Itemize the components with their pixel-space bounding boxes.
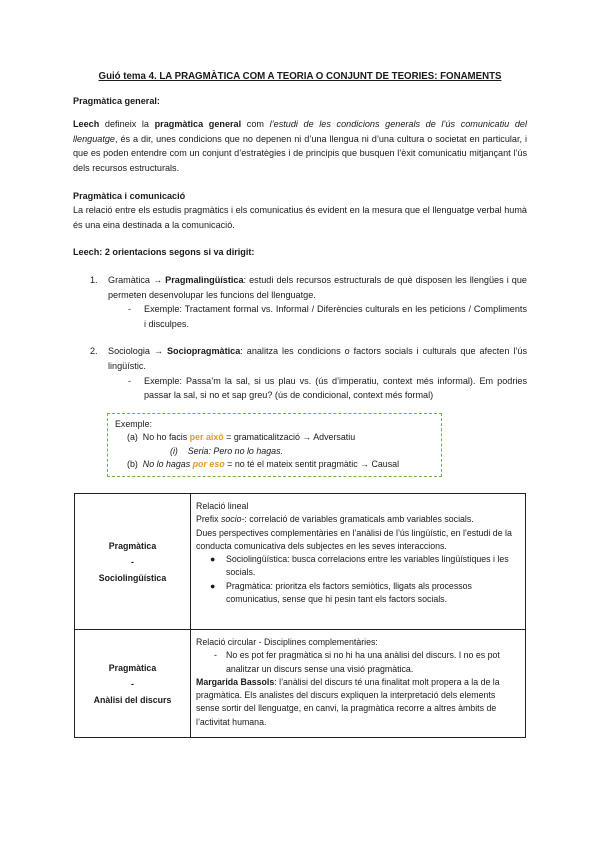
author-leech: Leech bbox=[73, 119, 100, 130]
section-heading-orientations: Leech: 2 orientacions segons si va dirigit: bbox=[73, 247, 255, 258]
document-body bbox=[73, 70, 527, 477]
table-row bbox=[75, 630, 526, 738]
table-cell-right: Relació circular - Disciplines complementàries: - No es pot fer pragmàtica si no hi ha una anàlisi del discurs. I no es pot analitzar un discurs sense una visió pragmàtica. Margarida Bassols: l’anàlisi del discurs té una finalitat molt propera a la de la pragmàtica. Els analistes del discurs expliquen la interpretació dels elements sense sortir del llenguatge, en canvi, la pragmàtica recorre a altres àmbits de l’activitat humana. bbox=[191, 630, 526, 738]
table-row bbox=[75, 494, 526, 630]
table-cell-right: Relació lineal Prefix socio-: correlació de variables gramaticals amb variables socials. Dues perspectives complementàries en l’anàlisi de l’ús lingüístic, en l’estudi de la conducta comunicativa dels subjectes en les seves interaccions. ● Sociolingüística: busca correlacions entre les variables lingüístiques i les socials. ● Pragmàtica: prioritza els factors semiòtics, lligats als processos comunicatius, sense que hi pesin tant els factors socials. bbox=[191, 494, 526, 630]
list-item: ● Sociolingüística: busca correlacions entre les variables lingüístiques i les socials. bbox=[210, 554, 509, 578]
paragraph-general: Leech defineix la pragmàtica general com l’estudi de les condicions generals de l’ús comunicatiu del llenguatge, és a dir, unes condicions que no depenen ni d’una llengua ni d’una cultura o societat en particular, i que es poden entendre com un conjunt d’estratègies i de principis que busquen l’èxit comunicatiu mitjançant l’ús dels recursos estructurals. bbox=[73, 119, 527, 173]
author-bassols: Margarida Bassols bbox=[196, 676, 275, 687]
table-cell-left: Pragmàtica - Anàlisi del discurs bbox=[75, 630, 191, 738]
section-heading-general: Pragmàtica general: bbox=[73, 95, 160, 106]
document-title: Guió tema 4. LA PRAGMÀTICA COM A TEORIA O CONJUNT DE TEORIES: FONAMENTS bbox=[98, 71, 502, 82]
example-b: (b) No lo hagas por eso = no té el mateix sentit pragmàtic → Causal bbox=[127, 459, 400, 470]
example-a: (a) No ho facis per això = gramaticalització → Adversatiu bbox=[127, 432, 356, 443]
comparison-table bbox=[74, 493, 526, 738]
list-item: - No es pot fer pragmàtica si no hi ha una anàlisi del discurs. I no es pot analitzar un discurs sense una visió pragmàtica. bbox=[214, 650, 500, 674]
paragraph-communication: La relació entre els estudis pragmàtics i els comunicatius és evident en la mesura que el llenguatge verbal humà és una eina destinada a la comunicació. bbox=[73, 205, 527, 230]
table-cell-left: Pragmàtica - Sociolingüística bbox=[75, 494, 191, 630]
section-heading-communication: Pragmàtica i comunicació bbox=[73, 190, 186, 201]
bullet-icon: ● bbox=[210, 580, 216, 591]
list-item: 1. Gramàtica → Pragmalingüística: estudi dels recursos estructurals de què disposen les llengües i que permeten desenvolupar les funcions del llenguatge. bbox=[90, 274, 527, 300]
list-item: ● Pragmàtica: prioritza els factors semiòtics, lligats als processos comunicatius, sense que hi pesin tant els factors socials. bbox=[210, 580, 472, 605]
example-box bbox=[107, 413, 442, 477]
list-item: 2. Sociologia → Sociopragmàtica: analitza les condicions o factors socials i culturals que afecten l’ús lingüístic. bbox=[90, 346, 527, 371]
example-i: (i) Seria: Pero no lo hagas. bbox=[170, 445, 283, 456]
example-label: Exemple: bbox=[115, 418, 152, 429]
bullet-icon: ● bbox=[210, 554, 216, 565]
list-subitem: - Exemple: Tractament formal vs. Informal / Diferències culturals en les peticions / Compliments i disculpes. bbox=[128, 304, 527, 329]
list-subitem: - Exemple: Passa’m la sal, si us plau vs. (ús d’imperatiu, context més informal). Em podries passar la sal, si no et sap greu? (ús de condicional, context més formal) bbox=[128, 375, 527, 401]
